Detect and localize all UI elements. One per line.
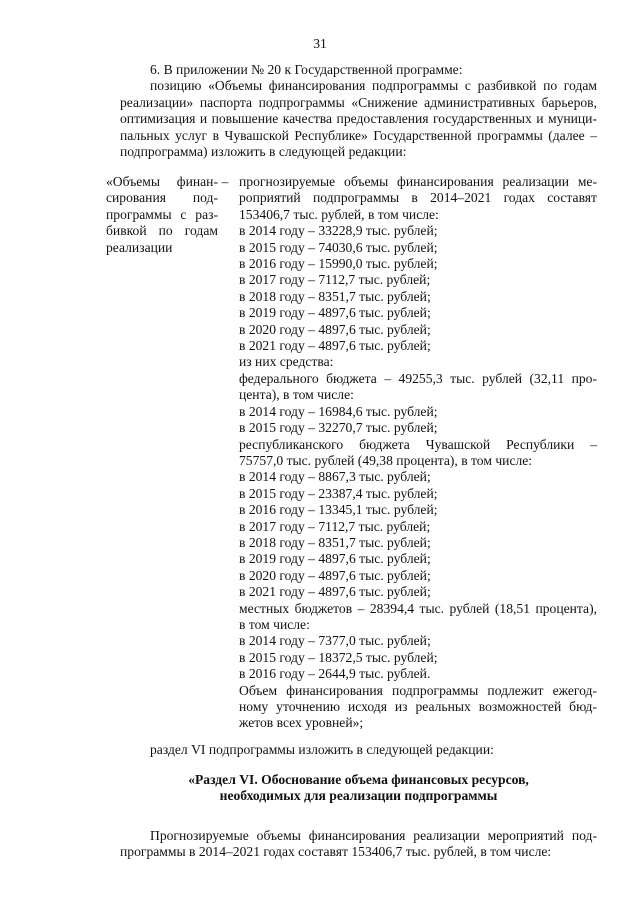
section-intro-line: раздел VI подпрограммы изложить в следующей редакции:: [150, 742, 494, 757]
heading-line: «Раздел VI. Обоснование объема финансовых ресурсов,: [188, 772, 529, 787]
heading-line: необходимых для реализации подпрограммы: [219, 788, 498, 804]
passport-right-line: в 2020 году – 4897,6 тыс. рублей;: [239, 321, 431, 337]
passport-right-line: прогнозируемые объемы финансирования реализации ме-: [239, 174, 597, 189]
passport-left-line: программы с раз-: [106, 206, 218, 222]
passport-left-line: реализации: [106, 239, 173, 255]
passport-right-line: в 2014 году – 33228,9 тыс. рублей;: [239, 223, 438, 239]
intro-line: пальных услуг в Чувашской Республике» Государственной программы (далее –: [120, 127, 597, 143]
passport-right-line: ному уточнению исходя из реальных возможностей бюд-: [239, 699, 597, 714]
passport-right-line: в 2016 году – 13345,1 тыс. рублей;: [239, 502, 438, 518]
passport-right-line: цента), в том числе:: [239, 387, 354, 403]
passport-right-line: в 2014 году – 8867,3 тыс. рублей;: [239, 469, 431, 485]
passport-left-line: бивкой по годам: [106, 223, 218, 239]
passport-right-line: 75757,0 тыс. рублей (49,38 процента), в том числе:: [239, 452, 533, 468]
passport-right-line: в 2014 году – 16984,6 тыс. рублей;: [239, 403, 438, 419]
passport-right-line: в том числе:: [239, 616, 310, 632]
intro-line: реализации» паспорта подпрограммы «Снижение административных барьеров,: [120, 94, 597, 110]
passport-right-line: Объем финансирования подпрограммы подлежит ежегод-: [239, 682, 597, 698]
passport-right-line: в 2019 году – 4897,6 тыс. рублей;: [239, 305, 431, 321]
passport-left-line: сирования под-: [106, 190, 218, 206]
passport-right-line: в 2015 году – 23387,4 тыс. рублей;: [239, 485, 438, 501]
passport-right-column: [239, 174, 597, 732]
passport-right-line: в 2015 году – 74030,6 тыс. рублей;: [239, 239, 438, 255]
passport-right-line: местных бюджетов – 28394,4 тыс. рублей (18,51 процента),: [239, 600, 597, 616]
passport-right-line: в 2014 году – 7377,0 тыс. рублей;: [239, 633, 431, 649]
intro-line: позицию «Объемы финансирования подпрограммы с разбивкой по годам: [150, 78, 597, 94]
passport-right-line: в 2020 году – 4897,6 тыс. рублей;: [239, 567, 431, 583]
passport-right-line: федерального бюджета – 49255,3 тыс. рублей (32,11 про-: [239, 370, 597, 386]
final-line: программы в 2014–2021 годах составят 153406,7 тыс. рублей, в том числе:: [120, 844, 552, 860]
passport-right-line: в 2021 году – 4897,6 тыс. рублей;: [239, 338, 431, 354]
passport-right-line: в 2015 году – 18372,5 тыс. рублей;: [239, 649, 438, 665]
intro-section: [120, 62, 597, 160]
passport-left-line: «Объемы финан-: [106, 174, 218, 189]
passport-right-line: 153406,7 тыс. рублей, в том числе:: [239, 206, 439, 222]
passport-right-line: жетов всех уровней»;: [239, 715, 364, 731]
intro-item: 6. В приложении № 20 к Государственной программе:: [150, 62, 463, 77]
passport-right-line: в 2021 году – 4897,6 тыс. рублей;: [239, 584, 431, 600]
passport-right-line: в 2017 году – 7112,7 тыс. рублей;: [239, 518, 431, 534]
passport-right-line: в 2015 году – 32270,7 тыс. рублей;: [239, 420, 438, 436]
passport-right-line: роприятий подпрограммы в 2014–2021 годах составят: [239, 190, 597, 206]
passport-left-column: [106, 174, 218, 256]
final-paragraph: [120, 828, 597, 861]
passport-right-line: в 2017 году – 7112,7 тыс. рублей;: [239, 272, 431, 288]
intro-line: подпрограмма) изложить в следующей редакции:: [120, 144, 407, 160]
passport-dash: –: [221, 174, 229, 189]
page-number: 31: [313, 36, 327, 51]
passport-right-line: в 2016 году – 2644,9 тыс. рублей.: [239, 666, 431, 682]
passport-right-line: из них средства:: [239, 354, 334, 370]
section-heading: [120, 772, 597, 805]
section-intro: [120, 742, 597, 758]
passport-right-line: в 2018 году – 8351,7 тыс. рублей;: [239, 288, 431, 304]
passport-right-line: в 2018 году – 8351,7 тыс. рублей;: [239, 534, 431, 550]
passport-right-line: республиканского бюджета Чувашской Республики –: [239, 436, 597, 452]
final-line: Прогнозируемые объемы финансирования реализации мероприятий под-: [150, 828, 597, 843]
passport-right-line: в 2016 году – 15990,0 тыс. рублей;: [239, 256, 438, 272]
intro-line: оптимизация и повышение качества предоставления государственных и муници-: [120, 111, 597, 127]
passport-right-line: в 2019 году – 4897,6 тыс. рублей;: [239, 551, 431, 567]
